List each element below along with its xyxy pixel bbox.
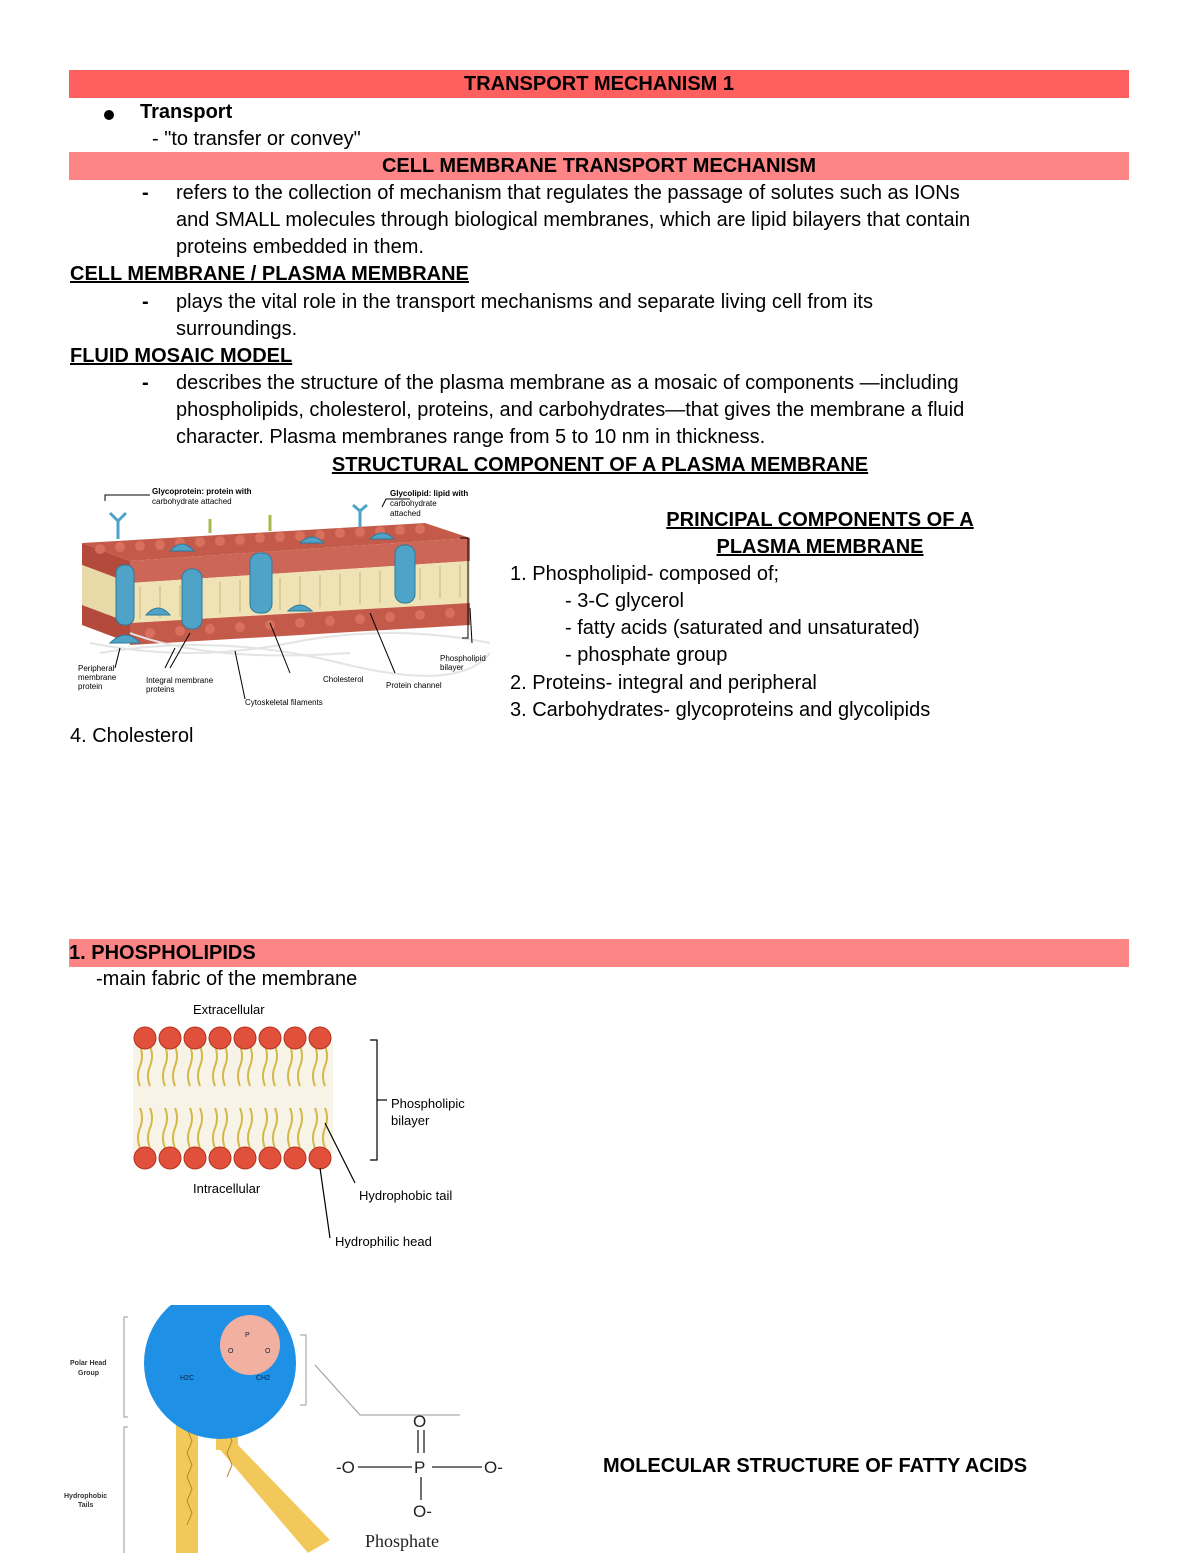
heading-fluid-mosaic: FLUID MOSAIC MODEL (70, 345, 293, 367)
label-glycoprotein-2: carbohydrate attached (152, 497, 232, 506)
phospholipids-subtitle: -main fabric of the membrane (96, 968, 358, 990)
label-integral-2: proteins (146, 685, 175, 694)
plasma-membrane-diagram (70, 483, 490, 713)
label-cholesterol: Cholesterol (323, 675, 364, 684)
label-glycolipid: Glycolipid: lipid with (390, 489, 469, 498)
label-peripheral: Peripheral (78, 664, 115, 673)
caption-molecular-structure: MOLECULAR STRUCTURE OF FATTY ACIDS (603, 1455, 1028, 1477)
label-peripheral-2: membrane (78, 673, 117, 682)
label-group: Group (78, 1370, 99, 1377)
principal-item: 2. Proteins- integral and peripheral (510, 672, 817, 694)
principal-heading-1: PRINCIPAL COMPONENTS OF A (666, 509, 974, 531)
principal-subitem: - fatty acids (saturated and unsaturated) (565, 617, 920, 639)
dash-marker: - (142, 291, 149, 313)
heading-plasma-membrane: CELL MEMBRANE / PLASMA MEMBRANE (70, 263, 469, 285)
plasma-membrane-line-2: surroundings. (176, 318, 298, 340)
phospholipid-molecule-diagram (60, 1305, 560, 1553)
label-hydrophobic-tail: Hydrophobic tail (359, 1188, 453, 1203)
label-polar-head: Polar Head (70, 1360, 107, 1367)
label-integral: Integral membrane (146, 676, 214, 685)
label-intracellular: Intracellular (193, 1181, 261, 1196)
section-title-phospholipids: 1. PHOSPHOLIPIDS (69, 939, 1129, 967)
label-glycoprotein: Glycoprotein: protein with (152, 487, 252, 496)
heading-structural-component: STRUCTURAL COMPONENT OF A PLASMA MEMBRANE (331, 454, 869, 476)
item-cholesterol: 4. Cholesterol (70, 725, 194, 747)
phosphate-o-left: -O (336, 1458, 355, 1477)
label-extracellular: Extracellular (193, 1002, 265, 1017)
dash-marker: - (142, 372, 149, 394)
svg-text:O: O (228, 1348, 234, 1355)
label-hydrophobic: Hydrophobic (64, 1493, 108, 1500)
svg-text:CH2: CH2 (256, 1375, 271, 1382)
label-hydrophilic-head: Hydrophilic head (335, 1234, 432, 1248)
fluid-mosaic-line-1: describes the structure of the plasma membrane as a mosaic of components —including (176, 372, 959, 394)
label-phospholipid: Phospholipid (440, 654, 486, 663)
principal-subitem: - 3-C glycerol (565, 590, 684, 612)
label-tails: Tails (78, 1502, 94, 1509)
svg-text:O: O (265, 1348, 271, 1355)
label-glycolipid-2: carbohydrate (390, 499, 437, 508)
phosphate-label: Phosphate (365, 1531, 439, 1551)
bullet-dot (104, 110, 114, 120)
dash-marker: - (142, 182, 149, 204)
label-bilayer: bilayer (440, 663, 464, 672)
label-glycolipid-3: attached (390, 509, 421, 518)
label-phospholipic: Phospholipic (391, 1096, 465, 1111)
svg-text:H2C: H2C (180, 1375, 195, 1382)
section-title-transport-mechanism: TRANSPORT MECHANISM 1 (69, 70, 1129, 98)
bullet-term: Transport (140, 101, 233, 123)
principal-item: 1. Phospholipid- composed of; (510, 563, 780, 585)
bullet-definition: - "to transfer or convey" (152, 128, 361, 150)
transport-def-line-2: and SMALL molecules through biological membranes, which are lipid bilayers that contain (176, 209, 971, 231)
principal-subitem: - phosphate group (565, 644, 728, 666)
phosphate-o-right: O- (484, 1458, 503, 1477)
label-bilayer: bilayer (391, 1113, 430, 1128)
section-title-cell-membrane-transport: CELL MEMBRANE TRANSPORT MECHANISM (69, 152, 1129, 180)
phosphate-o-top: O (413, 1412, 427, 1431)
phosphate-o-bottom: O- (413, 1502, 432, 1521)
phospholipid-bilayer-diagram (125, 998, 485, 1248)
principal-item: 3. Carbohydrates- glycoproteins and glycolipids (510, 699, 931, 721)
transport-def-line-3: proteins embedded in them. (176, 236, 424, 258)
label-cytoskeletal: Cytoskeletal filaments (245, 698, 323, 707)
plasma-membrane-line-1: plays the vital role in the transport mechanisms and separate living cell from its (176, 291, 873, 313)
fluid-mosaic-line-3: character. Plasma membranes range from 5 to 10 nm in thickness. (176, 426, 766, 448)
label-peripheral-3: protein (78, 682, 103, 691)
label-protein-channel: Protein channel (386, 681, 442, 690)
transport-def-line-1: refers to the collection of mechanism that regulates the passage of solutes such as IONs (176, 182, 960, 204)
fluid-mosaic-line-2: phospholipids, cholesterol, proteins, and carbohydrates—that gives the membrane a fluid (176, 399, 965, 421)
svg-text:P: P (245, 1332, 250, 1339)
phosphate-p: P (414, 1458, 426, 1477)
principal-heading-2: PLASMA MEMBRANE (716, 536, 924, 558)
